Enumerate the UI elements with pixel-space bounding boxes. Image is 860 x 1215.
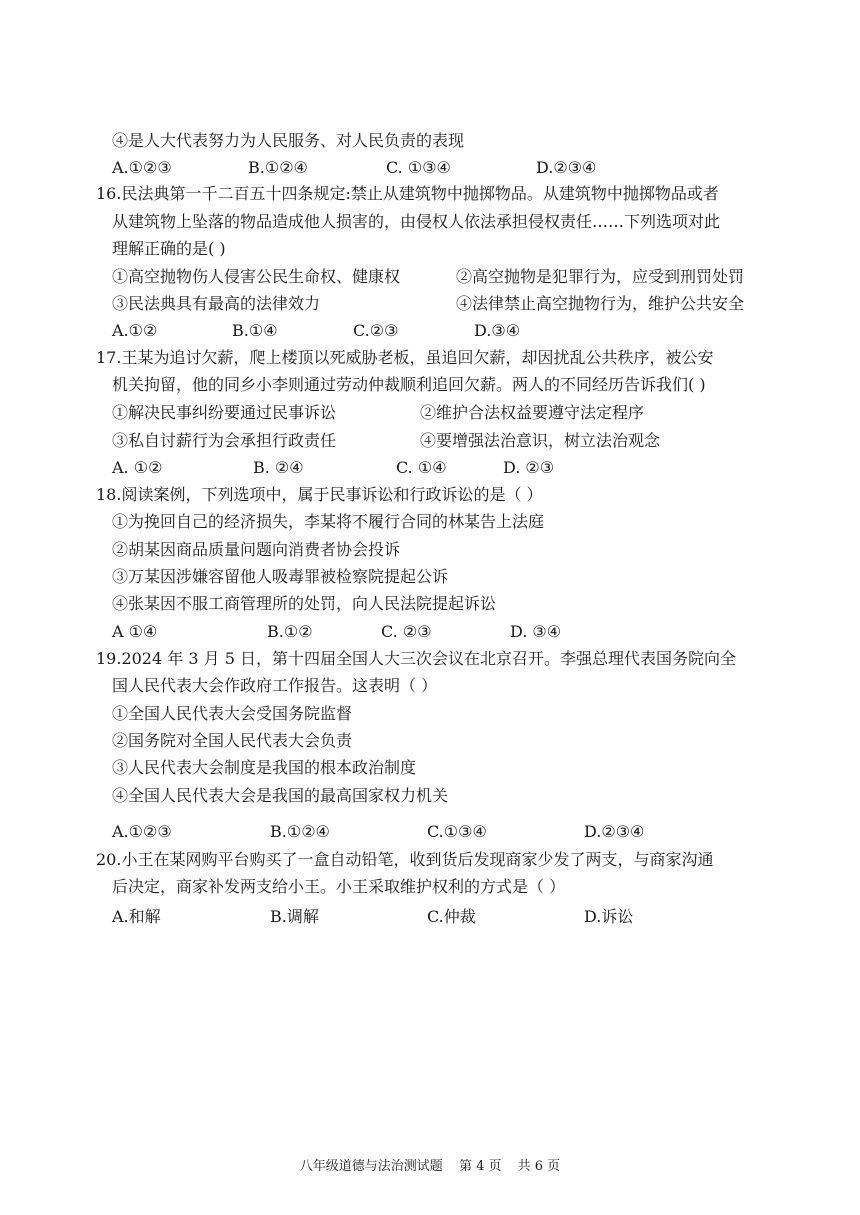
footer-subject: 八年级道德与法治测试题 — [299, 1159, 443, 1174]
q18-option-d: D. ③④ — [510, 622, 562, 641]
q17-option-d: D. ②③ — [503, 458, 555, 477]
q19-stem-line-1: 19.2024 年 3 月 5 日，第十四届全国人大三次会议在北京召开。李强总理代表国务院向全 — [96, 649, 736, 668]
q15-option-b: B.①②④ — [248, 158, 308, 177]
q16-option-a: A.①② — [112, 321, 158, 340]
q16-item-4: ④法律禁止高空抛物行为，维护公共安全 — [456, 294, 745, 313]
q16-option-c: C.②③ — [353, 321, 399, 340]
q17-item-2: ②维护合法权益要遵守法定程序 — [420, 403, 645, 422]
q18-item-1: ①为挽回自己的经济损失，李某将不履行合同的林某告上法庭 — [112, 512, 545, 531]
q16-stem-line-1: 16.民法典第一千二百五十四条规定:禁止从建筑物中抛掷物品。从建筑物中抛掷物品或者 — [96, 184, 719, 203]
q19-option-a: A.①②③ — [112, 822, 172, 841]
q17-option-a: A. ①② — [112, 458, 163, 477]
q19-item-3: ③人民代表大会制度是我国的根本政治制度 — [112, 758, 417, 777]
q19-item-1: ①全国人民代表大会受国务院监督 — [112, 704, 353, 723]
q16-item-2: ②高空抛物是犯罪行为，应受到刑罚处罚 — [456, 267, 745, 286]
q16-option-b: B.①④ — [232, 321, 278, 340]
q20-option-a: A.和解 — [112, 907, 161, 926]
q16-stem-line-3: 理解正确的是( ) — [112, 239, 226, 258]
footer-page-number: 第 4 页 — [458, 1159, 502, 1174]
q19-item-2: ②国务院对全国人民代表大会负责 — [112, 731, 353, 750]
q20-option-d: D.诉讼 — [584, 907, 634, 926]
q17-item-4: ④要增强法治意识，树立法治观念 — [420, 431, 661, 450]
q16-stem-line-2: 从建筑物上坠落的物品造成他人损害的，由侵权人依法承担侵权责任……下列选项对此 — [112, 212, 721, 231]
page-footer — [0, 1158, 860, 1176]
q17-item-3: ③私自讨薪行为会承担行政责任 — [112, 431, 337, 450]
q16-item-3: ③民法典具有最高的法律效力 — [112, 294, 321, 313]
q18-item-2: ②胡某因商品质量问题向消费者协会投诉 — [112, 540, 401, 559]
q20-stem-line-2: 后决定，商家补发两支给小王。小王采取维护权利的方式是（ ） — [112, 877, 566, 896]
q19-option-c: C.①③④ — [427, 822, 487, 841]
q17-item-1: ①解决民事纠纷要通过民事诉讼 — [112, 403, 337, 422]
q18-option-a: A ①④ — [112, 622, 158, 641]
q20-option-c: C.仲裁 — [427, 907, 476, 926]
q19-option-d: D.②③④ — [584, 822, 645, 841]
q19-stem-line-2: 国人民代表大会作政府工作报告。这表明（ ） — [112, 676, 438, 695]
q18-item-4: ④张某因不服工商管理所的处罚，向人民法院提起诉讼 — [112, 594, 497, 613]
q17-option-c: C. ①④ — [396, 458, 447, 477]
q15-item-4: ④是人大代表努力为人民服务、对人民负责的表现 — [112, 131, 465, 150]
q19-item-4: ④全国人民代表大会是我国的最高国家权力机关 — [112, 786, 449, 805]
q20-option-b: B.调解 — [270, 907, 319, 926]
q18-option-b: B.①② — [267, 622, 313, 641]
q15-option-a: A.①②③ — [112, 158, 172, 177]
q18-option-c: C. ②③ — [381, 622, 432, 641]
q16-option-d: D.③④ — [474, 321, 521, 340]
q17-stem-line-2: 机关拘留，他的同乡小李则通过劳动仲裁顺利追回欠薪。两人的不同经历告诉我们( ) — [112, 375, 706, 394]
q16-item-1: ①高空抛物伤人侵害公民生命权、健康权 — [112, 267, 401, 286]
q20-stem-line-1: 20.小王在某网购平台购买了一盒自动铅笔，收到货后发现商家少发了两支，与商家沟通 — [96, 850, 714, 869]
q18-stem: 18.阅读案例，下列选项中，属于民事诉讼和行政诉讼的是（ ） — [96, 485, 543, 504]
footer-total-pages: 共 6 页 — [517, 1159, 561, 1174]
q17-option-b: B. ②④ — [253, 458, 304, 477]
q19-option-b: B.①②④ — [270, 822, 330, 841]
q15-option-d: D.②③④ — [536, 158, 597, 177]
q17-stem-line-1: 17.王某为追讨欠薪，爬上楼顶以死威胁老板，虽追回欠薪，却因扰乱公共秩序，被公安 — [96, 348, 714, 367]
q15-option-c: C. ①③④ — [386, 158, 451, 177]
q18-item-3: ③万某因涉嫌容留他人吸毒罪被检察院提起公诉 — [112, 567, 449, 586]
